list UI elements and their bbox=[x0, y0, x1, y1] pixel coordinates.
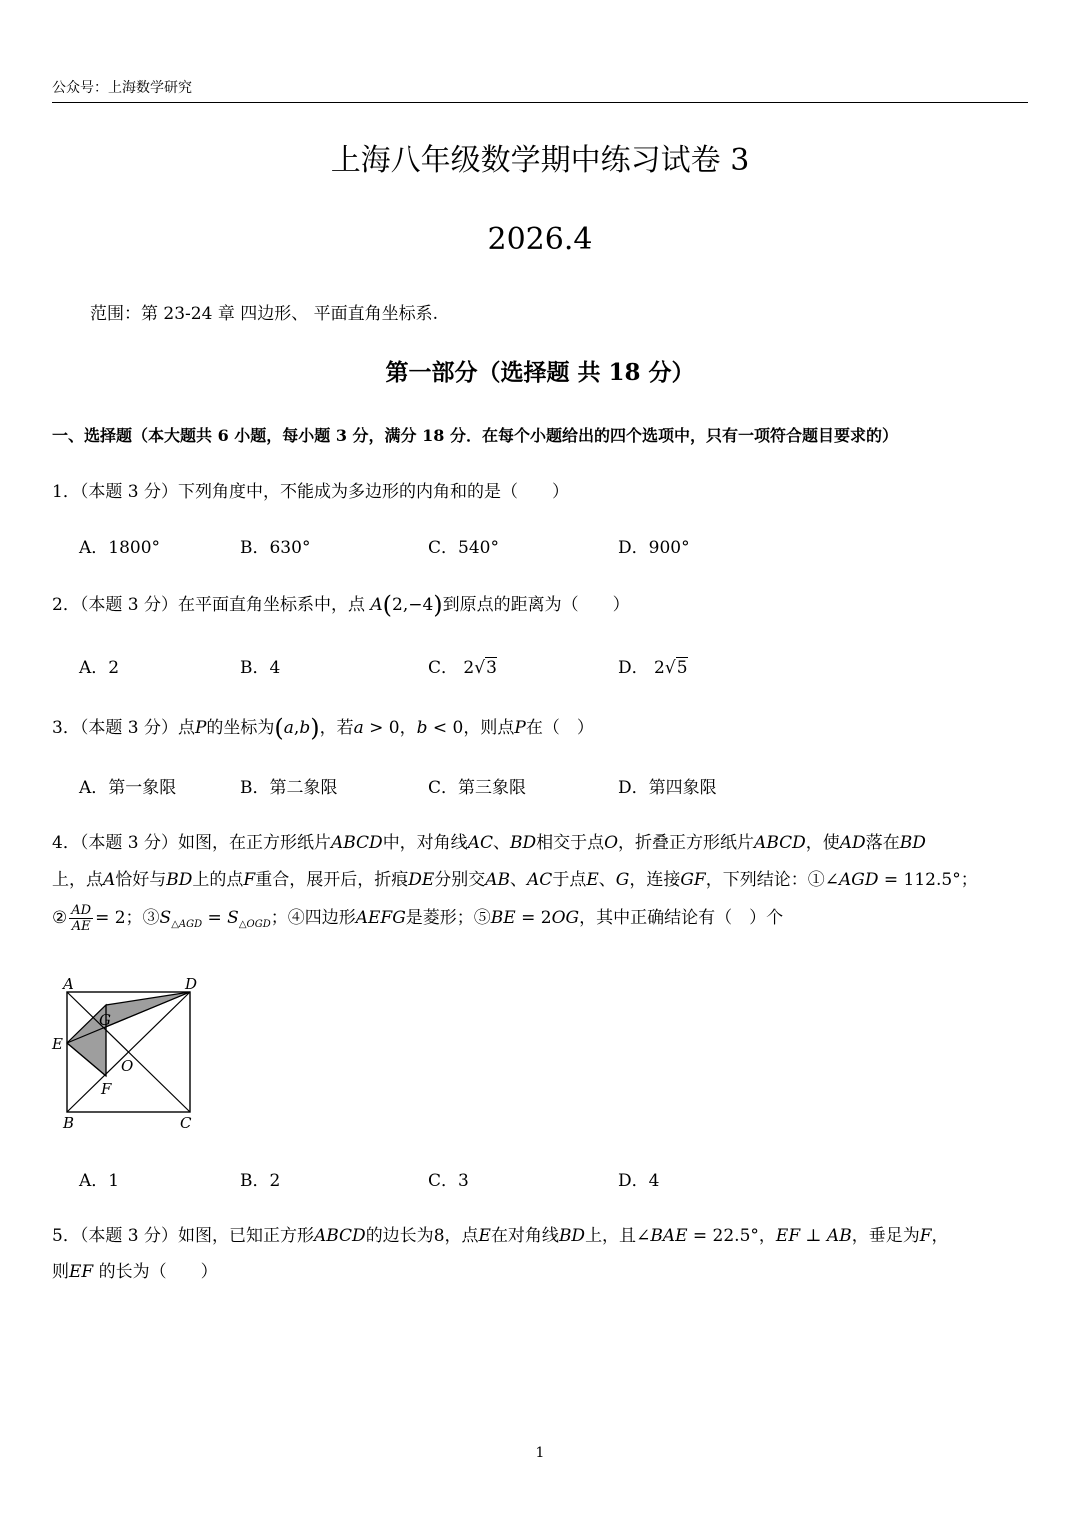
question-5-line-1: 5．（本题 3 分）如图，已知正方形ABCD的边长为8，点E在对角线BD上，且∠BAE = 22.5°，EF ⊥ AB，垂足为F， bbox=[52, 1226, 949, 1246]
exam-date: 2026.4 bbox=[487, 222, 593, 257]
label-f: F bbox=[101, 1080, 112, 1098]
q2-option-c: C． 2√3 bbox=[428, 658, 497, 678]
label-b: B bbox=[63, 1114, 75, 1132]
label-e: E bbox=[52, 1035, 63, 1053]
header-text: 公众号：上海数学研究 bbox=[52, 80, 192, 96]
exam-scope: 范围：第 23-24 章 四边形、 平面直角坐标系. bbox=[90, 304, 439, 324]
part-heading: 第一部分（选择题 共 18 分） bbox=[385, 359, 695, 386]
square-fold-figure bbox=[48, 972, 208, 1132]
q1-option-b: B．630° bbox=[240, 538, 311, 558]
label-d: D bbox=[185, 975, 198, 993]
q1-option-c: C．540° bbox=[428, 538, 499, 558]
q2-option-b: B．4 bbox=[240, 658, 281, 678]
page-number: 1 bbox=[535, 1445, 545, 1461]
question-4-line-2: 上，点A恰好与BD上的点F重合，展开后，折痕DE分别交AB、AC于点E、G，连接GF，下列结论：①∠AGD = 112.5°； bbox=[52, 870, 978, 890]
label-c: C bbox=[180, 1114, 192, 1132]
label-o: O bbox=[121, 1057, 134, 1075]
section-instructions: 一、选择题（本大题共 6 小题，每小题 3 分，满分 18 分．在每个小题给出的四个选项中，只有一项符合题目要求的） bbox=[52, 426, 898, 445]
question-4-line-1: 4．（本题 3 分）如图，在正方形纸片ABCD中，对角线AC、BD相交于点O，折叠正方形纸片ABCD，使AD落在BD bbox=[52, 833, 926, 853]
question-1-stem: 1．（本题 3 分）下列角度中，不能成为多边形的内角和的是（ ） bbox=[52, 482, 569, 502]
q4-option-d: D．4 bbox=[618, 1171, 660, 1191]
q3-option-b: B．第二象限 bbox=[240, 778, 338, 798]
q3-option-c: C．第三象限 bbox=[428, 778, 527, 798]
question-2-stem: 2．（本题 3 分）在平面直角坐标系中，点 A(2,−4)到原点的距离为（ ） bbox=[52, 591, 630, 619]
q4-option-a: A．1 bbox=[79, 1171, 120, 1191]
q3-option-a: A．第一象限 bbox=[79, 778, 177, 798]
q2-option-d: D． 2√5 bbox=[618, 658, 688, 678]
q4-option-c: C．3 bbox=[428, 1171, 469, 1191]
header-divider bbox=[52, 102, 1028, 103]
q4-option-b: B．2 bbox=[240, 1171, 281, 1191]
question-5-line-2: 则EF 的长为（ ） bbox=[52, 1262, 218, 1282]
label-g: G bbox=[99, 1011, 111, 1029]
question-4-line-3: ② $\frac{AD}{AE}$ = 2；$③S_{\triangle AGD} = S_{\triangle OGD}$；④四边形AEFG是菱形；⑤BE = 2OG，其中正确结论有（ ）个 bbox=[52, 903, 784, 934]
question-3-stem: 3．（本题 3 分）点P的坐标为(a,b)，若a > 0，b < 0，则点P在（ ） bbox=[52, 714, 594, 742]
q1-option-a: A．1800° bbox=[79, 538, 161, 558]
q2-option-a: A．2 bbox=[79, 658, 120, 678]
crease-de bbox=[67, 992, 190, 1043]
page-title: 上海八年级数学期中练习试卷 3 bbox=[330, 143, 750, 178]
q1-option-d: D．900° bbox=[618, 538, 690, 558]
q3-option-d: D．第四象限 bbox=[618, 778, 717, 798]
label-a: A bbox=[63, 975, 74, 993]
